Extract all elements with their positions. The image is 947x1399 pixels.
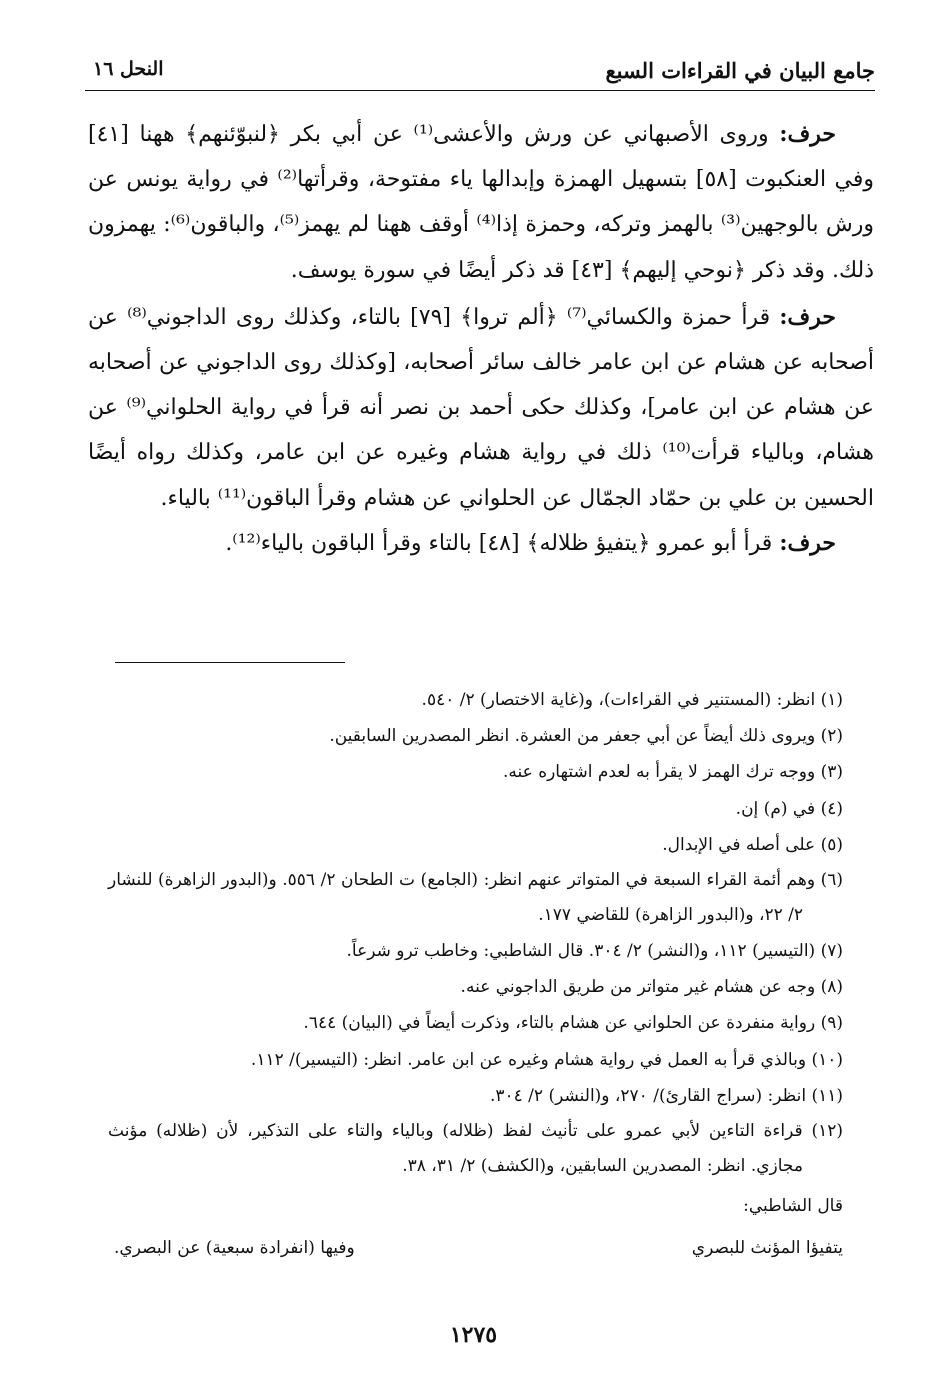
page-number: ١٢٧٥ xyxy=(449,1322,498,1348)
paragraph-text: وروى الأصبهاني عن ورش والأعشى⁽¹⁾ عن أبي بكر ﴿لنبوّئنهم﴾ ههنا [٤١] وفي العنكبوت [٥٨] بتسهيل الهمزة وإبدالها ياء مفتوحة، وقرأتها⁽²⁾ في رواية يونس عن ورش بالوجهين⁽³⁾ بالهمز وتركه، وحمزة إذا⁽⁴⁾ أوقف ههنا لم يهمز⁽⁵⁾، والباقون⁽⁶⁾: يهمزون ذلك. وقد ذكر ﴿نوحي إليهم﴾ [٤٣] قد ذكر أيضًا في سورة يوسف. xyxy=(88,122,874,283)
footnote-5: (٥) على أصله في الإبدال. xyxy=(662,834,843,855)
chapter-label: النحل ١٦ xyxy=(93,58,164,80)
footnote-7: (٧) (التيسير) ١١٢، و(النشر) ٢/ ٣٠٤. قال الشاطبي: وخاطب ترو شرعاً. xyxy=(346,941,843,962)
footnote-1: (١) انظر: (المستنير في القراءات)، و(غاية الاختصار) ٢/ ٥٤٠. xyxy=(421,690,843,710)
footnote-9: (٩) رواية منفردة عن الحلواني عن هشام بالتاء، وذكرت أيضاً في (البيان) ٦٤٤. xyxy=(303,1013,843,1034)
footnote-6: (٦) وهم أئمة القراء السبعة في المتواتر عنهم انظر: (الجامع) ت الطحان ٢/ ٥٥٦. و(البدور الزاهرة) للنشار ٢/ ٢٢، و(البدور الزاهرة) للقاضي ١٧٧. xyxy=(108,870,843,926)
main-text xyxy=(88,112,874,566)
book-title: جامع البيان في القراءات السبع xyxy=(605,58,875,83)
footnote-4: (٤) في (م) إن. xyxy=(735,798,843,819)
paragraph-label: حرف: xyxy=(779,529,836,556)
shatibi-label: قال الشاطبي: xyxy=(743,1196,843,1217)
footnote-3: (٣) ووجه ترك الهمز لا يقرأ به لعدم اشتهاره عنه. xyxy=(503,762,843,783)
footnote-12: (١٢) قراءة التاءين لأبي عمرو على تأنيث لفظ (ظلاله) وبالياء والتاء على التذكير، لأن (ظلاله) مؤنث مجازي. انظر: المصدرين السابقين، و(الكشف) ٢/ ٣١، ٣٨. xyxy=(108,1121,843,1177)
paragraph-text: قرأ حمزة والكسائي⁽⁷⁾ ﴿ألم تروا﴾ [٧٩] بالتاء، وكذلك روى الداجوني⁽⁸⁾ عن أصحابه عن هشام عن ابن عامر خالف سائر أصحابه، [وكذلك روى الداجوني عن أصحابه عن هشام عن ابن عامر]، وكذلك حكى أحمد بن نصر أنه قرأ في رواية الحلواني⁽⁹⁾ عن هشام، وبالياء قرأت⁽¹⁰⁾ ذلك في رواية هشام وغيره عن ابن عامر، وكذلك رواه أيضًا الحسين بن علي بن حمّاد الجمّال عن الحلواني عن هشام وقرأ الباقون⁽¹¹⁾ بالياء. xyxy=(88,304,874,511)
footnote-11: (١١) انظر: (سراج القارئ)/ ٢٧٠، و(النشر) ٢/ ٣٠٤. xyxy=(489,1085,843,1106)
verse-first-hemistich: يتفيؤا المؤنث للبصري xyxy=(691,1238,843,1259)
footnote-separator xyxy=(115,662,345,663)
footnote-8: (٨) وجه عن هشام غير متواتر من طريق الداجوني عنه. xyxy=(460,977,843,998)
shatibi-verse xyxy=(108,1230,843,1266)
running-header xyxy=(85,50,875,91)
paragraph-label: حرف: xyxy=(779,303,836,330)
paragraph-2 xyxy=(88,295,874,521)
verse-second-hemistich: وفيها (انفرادة سبعية) عن البصري. xyxy=(114,1238,355,1259)
paragraph-label: حرف: xyxy=(779,121,836,147)
paragraph-text: قرأ أبو عمرو ﴿يتفيؤ ظلاله﴾ [٤٨] بالتاء وقرأ الباقون بالياء⁽¹²⁾. xyxy=(225,530,773,556)
paragraph-3 xyxy=(88,521,874,566)
paragraph-1 xyxy=(88,112,874,293)
footnotes xyxy=(108,682,843,1266)
footnote-2: (٢) ويروى ذلك أيضاً عن أبي جعفر من العشرة. انظر المصدرين السابقين. xyxy=(329,726,843,747)
footnote-10: (١٠) وبالذي قرأ به العمل في رواية هشام وغيره عن ابن عامر. انظر: (التيسير)/ ١١٢. xyxy=(250,1049,843,1070)
